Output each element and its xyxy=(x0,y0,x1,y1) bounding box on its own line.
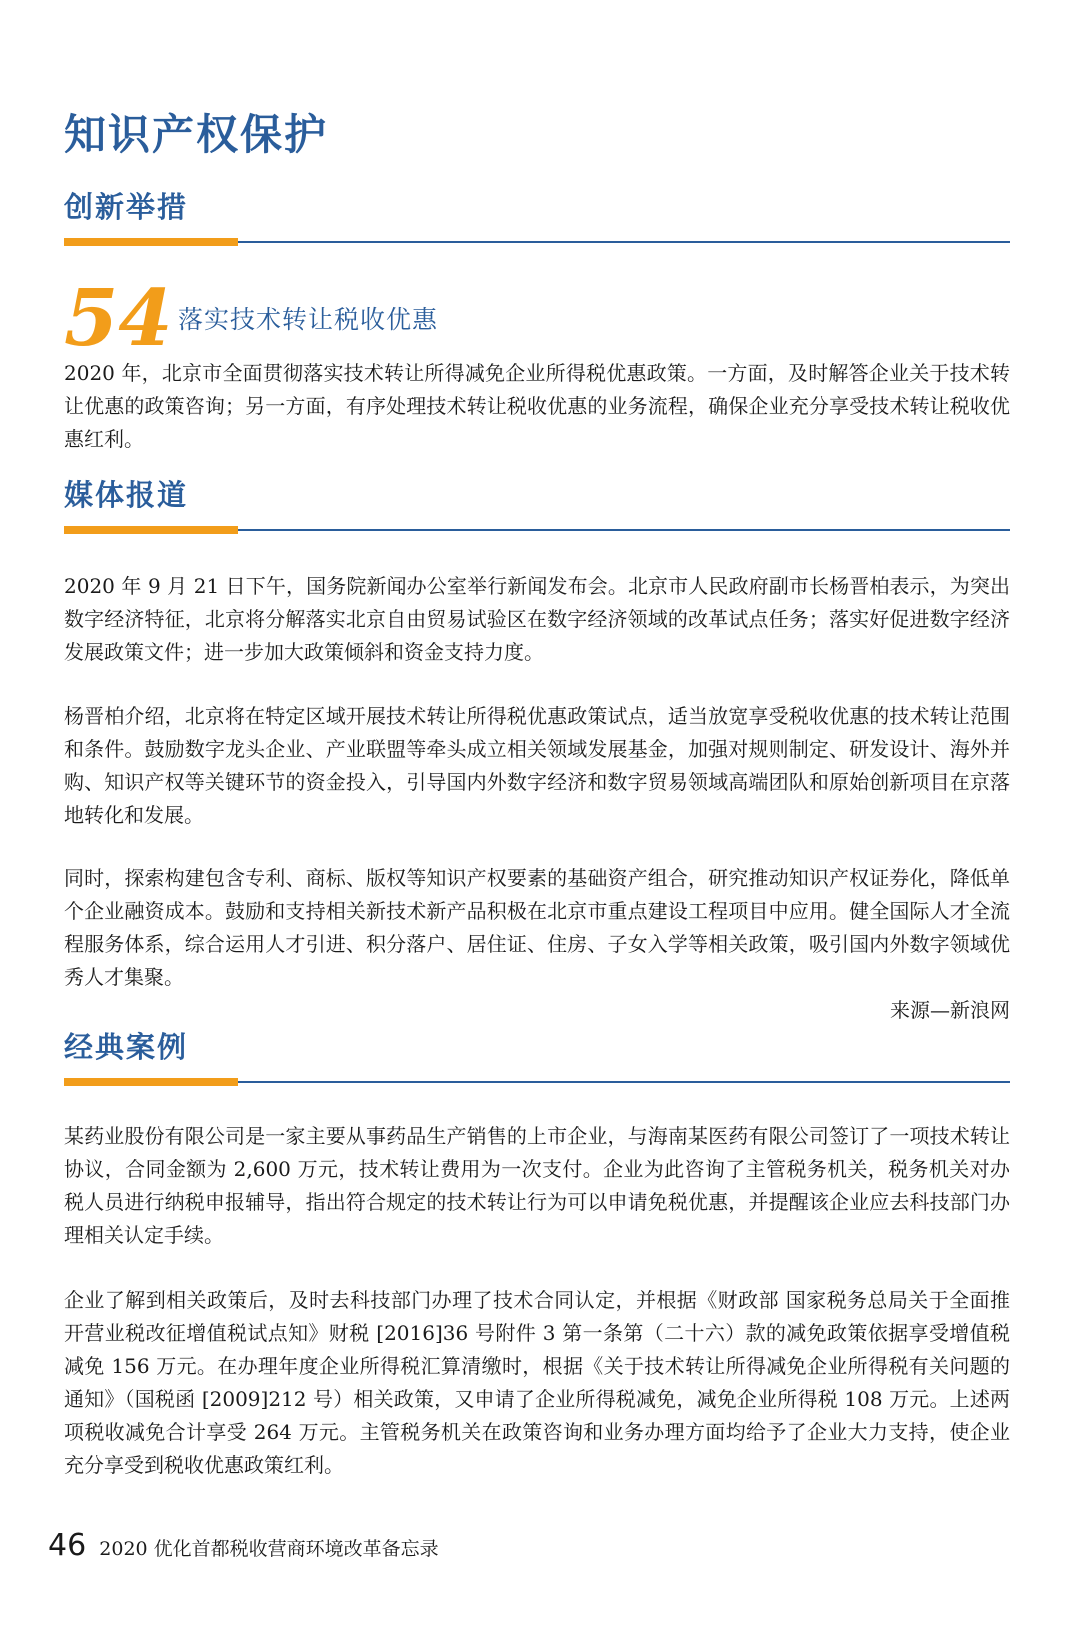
section-divider-media xyxy=(64,526,1010,534)
divider-line xyxy=(238,241,1010,243)
page-footer xyxy=(48,1528,439,1563)
section-heading-innovation: 创新举措 xyxy=(64,190,189,224)
divider-accent-bar xyxy=(64,238,238,246)
section-divider-innovation xyxy=(64,238,1010,246)
innovation-paragraph: 2020 年，北京市全面贯彻落实技术转让所得减免企业所得税优惠政策。一方面，及时解答企业关于技术转让优惠的政策咨询；另一方面，有序处理技术转让税收优惠的业务流程，确保企业充分享受技术转让税收优惠红利。 xyxy=(64,361,1010,451)
divider-accent-bar xyxy=(64,1078,238,1086)
section-heading-media: 媒体报道 xyxy=(64,478,189,512)
case-paragraph-2: 企业了解到相关政策后，及时去科技部门办理了技术合同认定，并根据《财政部 国家税务总局关于全面推开营业税改征增值税试点知》财税 [2016]36 号附件 3 第一条第（二十六）款的减免政策依据享受增值税减免 156 万元。在办理年度企业所得税汇算清缴时，根据《关于技术转让所得减免企业所得税有关问题的通知》（国税函 [2009]212 号）相关政策，又申请了企业所得税减免，减免企业所得税 108 万元。上述两项税收减免合计享受 264 万元。主管税务机关在政策咨询和业务办理方面均给予了企业大力支持，使企业充分享受到税收优惠政策红利。 xyxy=(64,1288,1010,1477)
media-source: 来源—新浪网 xyxy=(890,998,1010,1022)
media-paragraph-1: 2020 年 9 月 21 日下午，国务院新闻办公室举行新闻发布会。北京市人民政府副市长杨晋柏表示，为突出数字经济特征，北京将分解落实北京自由贸易试验区在数字经济领域的改革试点任务；落实好促进数字经济发展政策文件；进一步加大政策倾斜和资金支持力度。 xyxy=(64,574,1010,664)
item-title: 落实技术转让税收优惠 xyxy=(178,305,439,334)
page-number: 46 xyxy=(48,1528,87,1563)
divider-line xyxy=(238,529,1010,531)
divider-accent-bar xyxy=(64,526,238,534)
divider-line xyxy=(238,1081,1010,1083)
item-number: 54 xyxy=(64,273,173,364)
case-paragraph-1: 某药业股份有限公司是一家主要从事药品生产销售的上市企业，与海南某医药有限公司签订了一项技术转让协议，合同金额为 2,600 万元，技术转让费用为一次支付。企业为此咨询了主管税务机关，税务机关对办税人员进行纳税申报辅导，指出符合规定的技术转让行为可以申请免税优惠，并提醒该企业应去科技部门办理相关认定手续。 xyxy=(64,1124,1010,1247)
page-title: 知识产权保护 xyxy=(64,110,329,159)
footer-doc-title: 2020 优化首都税收营商环境改革备忘录 xyxy=(99,1538,439,1560)
section-heading-cases: 经典案例 xyxy=(64,1030,189,1064)
media-paragraph-2: 杨晋柏介绍，北京将在特定区域开展技术转让所得税优惠政策试点，适当放宽享受税收优惠的技术转让范围和条件。鼓励数字龙头企业、产业联盟等牵头成立相关领域发展基金，加强对规则制定、研发设计、海外并购、知识产权等关键环节的资金投入，引导国内外数字经济和数字贸易领域高端团队和原始创新项目在京落地转化和发展。 xyxy=(64,704,1010,827)
media-paragraph-3: 同时，探索构建包含专利、商标、版权等知识产权要素的基础资产组合，研究推动知识产权证券化，降低单个企业融资成本。鼓励和支持相关新技术新产品积极在北京市重点建设工程项目中应用。健全国际人才全流程服务体系，综合运用人才引进、积分落户、居住证、住房、子女入学等相关政策，吸引国内外数字领域优秀人才集聚。 xyxy=(64,866,1010,989)
section-divider-cases xyxy=(64,1078,1010,1086)
